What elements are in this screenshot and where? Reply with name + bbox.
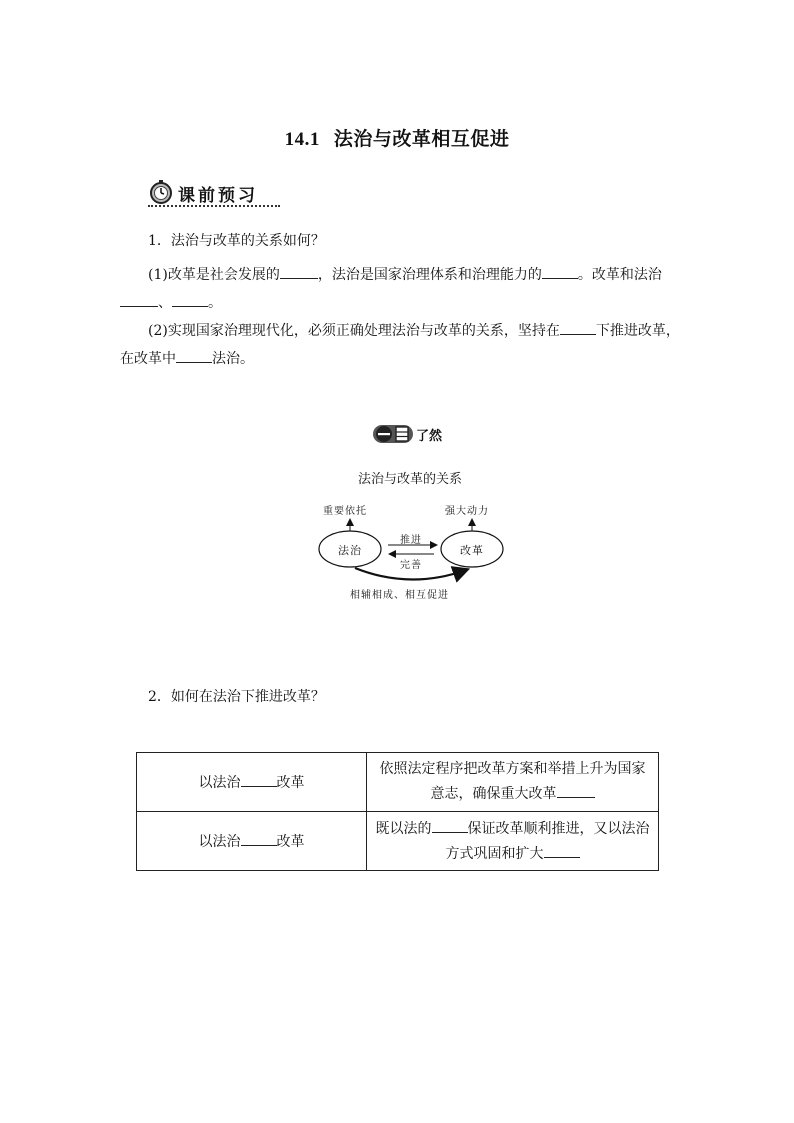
strong-force-label: 强大动力 [445,506,489,517]
diagram-title: 法治与改革的关系 [357,472,462,487]
relationship-diagram [300,460,520,610]
table-cell: 既以法的 保证改革顺利推进，又以法治方式巩固和扩大 [367,812,659,871]
stopwatch-icon [148,179,174,205]
section-label: 课前预习 [178,186,258,206]
answer-blank[interactable] [176,346,212,363]
answer-blank[interactable] [542,262,578,279]
rule-of-law-label: 法治 [338,544,362,557]
reform-label: 改革 [460,544,484,557]
question-1-part-2: (2)实现国家治理现代化，必须正确处理法治与改革的关系，坚持在 下推进改革，在改革中 法治。 [120,317,680,373]
mutual-promotion-label: 相辅相成、相互促进 [350,590,449,601]
table-cell: 依照法定程序把改革方案和举措上升为国家意志，确保重大改革 [367,753,659,812]
answer-table [136,752,659,871]
section-number: 14.1 [284,129,320,150]
at-a-glance-badge [372,422,452,446]
important-support-label: 重要依托 [323,506,367,517]
answer-blank[interactable] [557,781,595,798]
badge-icon [372,422,414,446]
answer-blank[interactable] [172,290,208,307]
answer-blank[interactable] [280,262,318,279]
question-1: 1．法治与改革的关系如何？ [148,233,325,249]
answer-blank[interactable] [241,829,277,846]
table-row [137,753,659,812]
table-row [137,812,659,871]
question-2: 2．如何在法治下推进改革？ [148,689,325,705]
section-heading [146,178,280,208]
section-underline [148,205,280,207]
table-cell: 以法治 改革 [137,812,367,871]
page-title [0,124,794,151]
answer-blank[interactable] [120,290,158,307]
answer-blank[interactable] [560,318,596,335]
title-text: 法治与改革相互促进 [333,128,510,150]
badge-text: 了然 [416,429,443,444]
question-1-part-1: (1)改革是社会发展的 ，法治是国家治理体系和治理能力的 。改革和法治、 。 [120,261,680,317]
answer-blank[interactable] [241,770,277,787]
improve-label: 完善 [400,560,422,571]
table-cell: 以法治 改革 [137,753,367,812]
answer-blank[interactable] [432,816,468,833]
promote-label: 推进 [400,535,422,546]
answer-blank[interactable] [544,841,580,858]
